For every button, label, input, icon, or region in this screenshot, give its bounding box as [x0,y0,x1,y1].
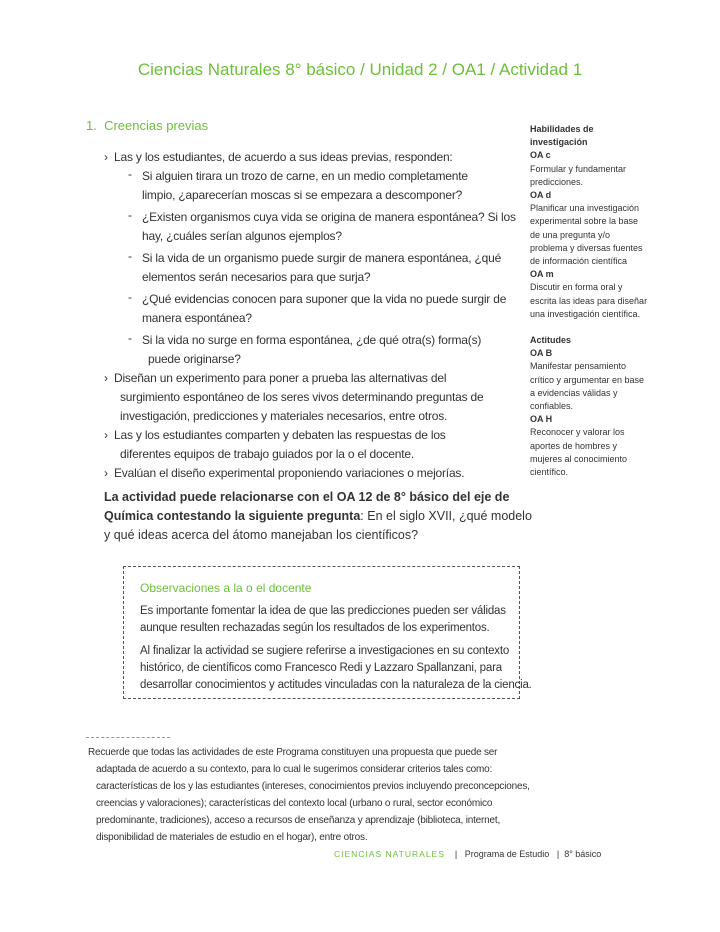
observations-title: Observaciones a la o el docente [140,581,312,595]
item-text: Las y los estudiantes comparten y debaten las respuestas de los [114,428,446,442]
footnote-line: disponibilidad de materiales de estudio en el hogar), entre otros. [96,832,368,843]
item-text: Diseñan un experimento para poner a prueba las alternativas del [114,371,447,385]
question-line: hay, ¿cuáles serían algunos ejemplos? [142,229,342,243]
oa-relation-paragraph [104,488,532,545]
observation-line: desarrollar conocimientos y actitudes vinculadas con la naturaleza de la ciencia. [140,679,532,691]
section-number: 1. [86,118,97,133]
list-item: › Las y los estudiantes comparten y debaten las respuestas de los diferentes equipos de trabajo guiados por la o el docente. [104,426,514,464]
oa-code: OA c [530,150,551,161]
footer-separator: | [556,849,560,859]
footer-subject: CIENCIAS NATURALES [334,849,445,859]
item-text: Las y los estudiantes, de acuerdo a sus ideas previas, responden: [114,150,453,164]
observation-line: Al finalizar la actividad se sugiere referirse a investigaciones en su contexto [140,645,510,657]
observation-line: Es importante fomentar la idea de que las predicciones pueden ser válidas [140,605,506,617]
sidebar-heading: Habilidades de investigación [530,124,594,148]
item-text: surgimiento espontáneo de los seres vivos determinando preguntas de [120,390,484,404]
list-item: › Diseñan un experimento para poner a prueba las alternativas del surgimiento espontáneo de los seres vivos determinando preguntas de investigación, predicciones y materiales necesarios, entre otros. [104,369,514,426]
section-heading [86,118,208,133]
question-line: Si alguien tirara un trozo de carne, en un medio completamente [142,169,468,183]
oa-code: OA H [530,414,553,425]
question-line: ¿Qué evidencias conocen para suponer que la vida no puede surgir de [142,292,507,306]
oa-text: Reconocer y valorar los aportes de hombres y mujeres al conocimiento científico. [530,427,628,478]
item-text: Evalúan el diseño experimental proponiendo variaciones o mejorías. [114,466,465,480]
relation-line: y qué ideas acerca del átomo manejaban los científicos? [104,528,419,542]
footnote-line: adaptada de acuerdo a su contexto, para lo cual le sugerimos considerar criterios tales como: [96,764,493,775]
observation-line: aunque resulten rechazadas según los resultados de los experimentos. [140,622,490,634]
question-line: ¿Existen organismos cuya vida se origina de manera espontánea? Si los [142,210,516,224]
sidebar-learning-objectives [530,123,650,479]
sidebar-heading: Actitudes [530,335,572,346]
question-line: Si la vida no surge en forma espontánea, ¿de qué otra(s) forma(s) [142,333,482,347]
observation-line: histórico, de científicos como Francesco Redi y Lazzaro Spallanzani, para [140,662,502,674]
relation-question: : En el siglo XVII, ¿qué modelo [360,509,532,523]
relation-bold: Química contestando la siguiente pregunta [104,509,361,523]
question-line: Si la vida de un organismo puede surgir de manera espontánea, ¿qué [142,251,502,265]
footer-separator: | [454,849,458,859]
item-text: investigación, predicciones y materiales necesarios, entre otros. [120,409,448,423]
oa-text: Manifestar pensamiento crítico y argumentar en base a evidencias válidas y confiables. [530,361,645,412]
footnote-line: características de los y las estudiantes (intereses, conocimientos previos incluyendo preconcepciones, [96,781,530,792]
question-line: manera espontánea? [142,311,252,325]
question-line: elementos serán necesarios para que surja? [142,270,371,284]
activity-list [104,148,514,483]
footnote-line: creencias y valoraciones); características del contexto local (urbano o rural, sector económico [96,798,493,809]
oa-text: Discutir en forma oral y escrita las ideas para diseñar una investigación científica. [530,282,648,319]
list-item: › Las y los estudiantes, de acuerdo a sus ideas previas, responden: - Si alguien tirara un trozo de carne, en un medio completamente limpio, ¿aparecerían moscas si se empezara a descomponer? - ¿Existen organismos cuya vida se origina de manera espontánea? Si los hay, ¿cuáles serían algunos ejemplos? - Si la vida de un organismo puede surgir de manera espontánea, ¿qué elementos serán necesarios para que surja? - ¿Qué evidencias conocen para suponer que la vida no puede surgir de manera espontánea? - Si la vida no surge en forma espontánea, ¿de qué otra(s) forma(s) puede originarse? [104,148,514,369]
page-footer [334,849,601,859]
question-line: puede originarse? [148,352,241,366]
section-title: Creencias previas [104,118,209,133]
footnote-line: predominante, tradiciones), acceso a recursos de enseñanza y aprendizaje (biblioteca, internet, [96,815,501,826]
relation-line: La actividad puede relacionarse con el OA 12 de 8° básico del eje de [104,490,510,504]
oa-text: Planificar una investigación experimental sobre la base de una pregunta y/o problema y diversas fuentes de información científica [530,203,643,267]
question-line: limpio, ¿aparecerían moscas si se empezara a descomponer? [142,188,463,202]
item-text: diferentes equipos de trabajo guiados por la o el docente. [120,447,414,461]
oa-code: OA m [530,269,554,280]
footnote [88,744,530,846]
footer-program: Programa de Estudio [464,849,550,859]
list-item: › Evalúan el diseño experimental proponiendo variaciones o mejorías. [104,464,514,483]
oa-code: OA B [530,348,553,359]
footer-grade: 8° básico [564,849,602,859]
footnote-line: Recuerde que todas las actividades de este Programa constituyen una propuesta que puede ser [88,747,498,758]
footnote-divider [86,737,170,738]
oa-code: OA d [530,190,552,201]
teacher-observations-box [123,566,532,699]
oa-text: Formular y fundamentar predicciones. [530,163,627,187]
page-title: Ciencias Naturales 8° básico / Unidad 2 / OA1 / Actividad 1 [137,60,583,79]
